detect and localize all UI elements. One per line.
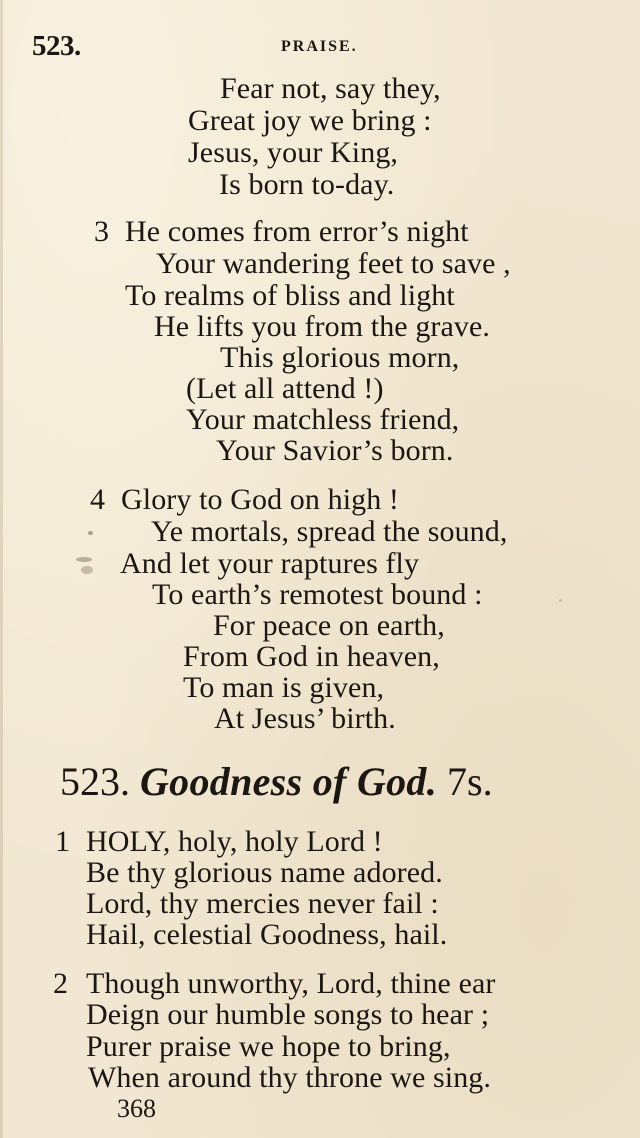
- verse-line: To realms of bliss and light: [125, 279, 455, 312]
- stanza-number: 3: [94, 215, 110, 248]
- header-hymn-number: 523.: [32, 30, 81, 62]
- verse-line: Purer praise we hope to bring,: [86, 1030, 451, 1063]
- verse-line: To earth’s remotest bound :: [152, 578, 483, 611]
- verse-line: Your wandering feet to save ,: [156, 247, 511, 280]
- hymn-meter: 7s.: [447, 759, 493, 804]
- verse-line: At Jesus’ birth.: [214, 702, 396, 735]
- verse-line: Though unworthy, Lord, thine ear: [86, 967, 496, 1000]
- verse-line: He lifts you from the grave.: [154, 310, 491, 343]
- verse-line: Hail, celestial Goodness, hail.: [86, 918, 448, 951]
- scan-edge: [0, 0, 3, 1138]
- verse-line: Your matchless friend,: [186, 403, 460, 436]
- verse-line: Deign our humble songs to hear ;: [86, 998, 490, 1031]
- verse-line: Ye mortals, spread the sound,: [151, 515, 508, 548]
- verse-line: (Let all attend !): [186, 372, 384, 405]
- paper-blemish: [81, 566, 93, 574]
- verse-line: From God in heaven,: [183, 640, 440, 673]
- paper-blemish: [559, 599, 562, 602]
- verse-line: He comes from error’s night: [125, 215, 469, 248]
- hymn-heading: [60, 760, 493, 804]
- verse-line: Your Savior’s born.: [216, 434, 454, 467]
- hymn-number: 523.: [60, 759, 130, 804]
- verse-line: Great joy we bring :: [188, 104, 432, 137]
- stanza-number: 2: [53, 967, 69, 1000]
- verse-line: HOLY, holy, holy Lord !: [86, 825, 383, 858]
- verse-line: To man is given,: [183, 671, 385, 704]
- verse-line: Lord, thy mercies never fail :: [86, 887, 439, 920]
- page-number: 368: [117, 1094, 156, 1123]
- running-head: PRAISE.: [281, 38, 358, 55]
- paper-blemish: [76, 557, 92, 562]
- paper-blemish: [88, 531, 93, 535]
- verse-line: For peace on earth,: [213, 609, 445, 642]
- stanza-number: 4: [90, 483, 106, 516]
- verse-line: Be thy glorious name adored.: [86, 856, 443, 889]
- verse-line: Glory to God on high !: [121, 483, 400, 516]
- verse-line: When around thy throne we sing.: [88, 1061, 492, 1094]
- verse-line: This glorious morn,: [220, 341, 460, 374]
- hymn-title: Goodness of God.: [140, 759, 438, 804]
- verse-line: Fear not, say they,: [220, 72, 441, 105]
- stanza-number: 1: [55, 825, 71, 858]
- verse-line: Is born to-day.: [219, 168, 395, 201]
- verse-line: Jesus, your King,: [188, 136, 399, 169]
- verse-line: And let your raptures fly: [120, 547, 420, 580]
